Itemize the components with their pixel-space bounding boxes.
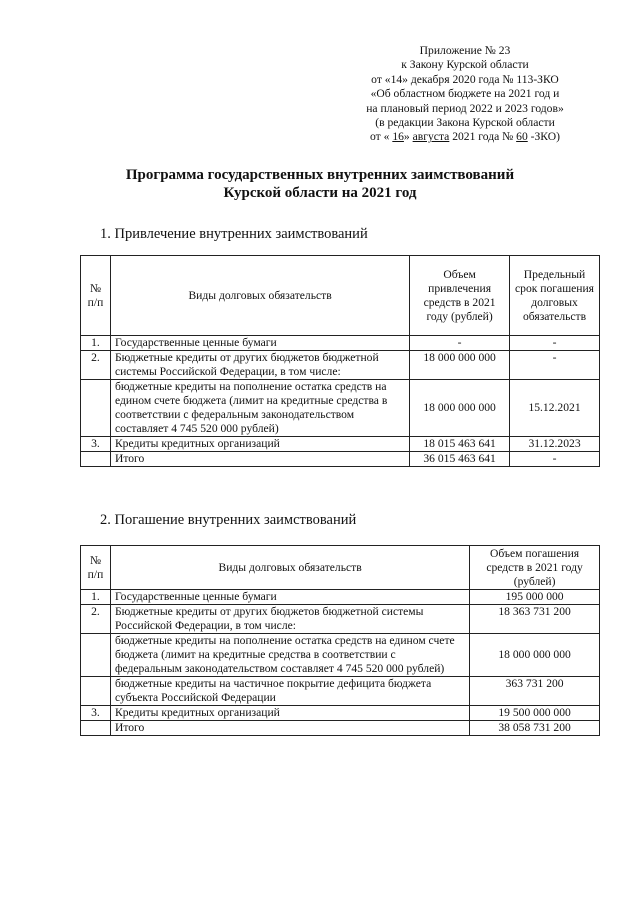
appendix-line: (в редакции Закона Курской области [375, 116, 555, 130]
appendix-day: 16 [392, 130, 404, 144]
col-header-amount: Объем погашения средств в 2021 году (рублей) [470, 546, 600, 590]
row-term: 15.12.2021 [510, 380, 600, 437]
table-row [81, 351, 600, 380]
appendix-text: -ЗКО) [527, 130, 560, 144]
row-type: Государственные ценные бумаги [110, 590, 469, 605]
row-type: Итого [110, 721, 469, 736]
appendix-line: к Закону Курской области [401, 58, 529, 72]
appendix-text: » [403, 130, 413, 144]
table-header-row [81, 256, 600, 336]
title-line: Программа государственных внутренних заимствований [125, 167, 515, 183]
table-row [81, 706, 600, 721]
row-term: - [510, 351, 600, 380]
appendix-line-edition [300, 130, 630, 144]
row-num [81, 721, 111, 736]
row-type: Государственные ценные бумаги [110, 336, 409, 351]
row-type: Бюджетные кредиты от других бюджетов бюджетной системы Российской Федерации, в том числе: [110, 351, 409, 380]
appendix-line: от «14» декабря 2020 года № 113-ЗКО [371, 72, 559, 86]
page-title [0, 166, 640, 202]
section1-heading: 1. Привлечение внутренних заимствований [100, 226, 368, 242]
row-type: Кредиты кредитных организаций [110, 437, 409, 452]
appendix-header [300, 44, 630, 145]
appendix-line: на плановый период 2022 и 2023 годов» [366, 101, 564, 115]
col-header-type: Виды долговых обязательств [110, 256, 409, 336]
row-num [81, 677, 111, 706]
row-amount: 18 015 463 641 [410, 437, 510, 452]
title-line: Курской области на 2021 год [223, 185, 417, 201]
table-row [81, 605, 600, 634]
row-type: бюджетные кредиты на пополнение остатка средств на едином счете бюджета (лимит на кредитные средства в соответствии с федеральным законодательством составляет 4 745 520 000 рублей) [110, 380, 409, 437]
row-term: 31.12.2023 [510, 437, 600, 452]
table-row [81, 380, 600, 437]
row-type: бюджетные кредиты на частичное покрытие дефицита бюджета субъекта Российской Федерации [110, 677, 469, 706]
row-num: 1. [81, 590, 111, 605]
row-amount: 18 000 000 000 [470, 634, 600, 677]
row-amount: 363 731 200 [470, 677, 600, 706]
row-num: 1. [81, 336, 111, 351]
row-type: Бюджетные кредиты от других бюджетов бюджетной системы Российской Федерации, в том числе: [110, 605, 469, 634]
row-term: - [510, 336, 600, 351]
table-header-row [81, 546, 600, 590]
row-num: 2. [81, 351, 111, 380]
borrowing-table [80, 255, 600, 467]
row-num [81, 452, 111, 467]
row-amount: 36 015 463 641 [410, 452, 510, 467]
appendix-line: Приложение № 23 [419, 44, 511, 57]
repayment-table [80, 545, 600, 736]
table-row [81, 634, 600, 677]
row-num: 3. [81, 706, 111, 721]
section2-heading: 2. Погашение внутренних заимствований [100, 512, 357, 528]
col-header-num: № п/п [81, 256, 111, 336]
row-num: 2. [81, 605, 111, 634]
appendix-law-number: 60 [516, 130, 528, 144]
row-num: 3. [81, 437, 111, 452]
row-amount: 19 500 000 000 [470, 706, 600, 721]
row-num [81, 380, 111, 437]
row-type: Кредиты кредитных организаций [110, 706, 469, 721]
appendix-month: августа [412, 130, 450, 144]
col-header-term: Предельный срок погашения долговых обязательств [510, 256, 600, 336]
table-row-total [81, 452, 600, 467]
col-header-num: № п/п [81, 546, 111, 590]
row-amount: 195 000 000 [470, 590, 600, 605]
appendix-line: «Об областном бюджете на 2021 год и [370, 87, 560, 101]
col-header-type: Виды долговых обязательств [110, 546, 469, 590]
table-row-total [81, 721, 600, 736]
row-amount: 38 058 731 200 [470, 721, 600, 736]
row-amount: 18 363 731 200 [470, 605, 600, 634]
row-type: Итого [110, 452, 409, 467]
row-type: бюджетные кредиты на пополнение остатка средств на едином счете бюджета (лимит на кредитные средства в соответствии с федеральным законодательством составляет 4 745 520 000 рублей) [110, 634, 469, 677]
appendix-text: от « [370, 130, 393, 144]
row-term: - [510, 452, 600, 467]
table-row [81, 437, 600, 452]
row-amount: 18 000 000 000 [410, 380, 510, 437]
row-amount: - [410, 336, 510, 351]
appendix-text: 2021 года № [449, 130, 517, 144]
table-row [81, 336, 600, 351]
row-amount: 18 000 000 000 [410, 351, 510, 380]
col-header-amount: Объем привлечения средств в 2021 году (рублей) [410, 256, 510, 336]
table-row [81, 677, 600, 706]
row-num [81, 634, 111, 677]
table-row [81, 590, 600, 605]
